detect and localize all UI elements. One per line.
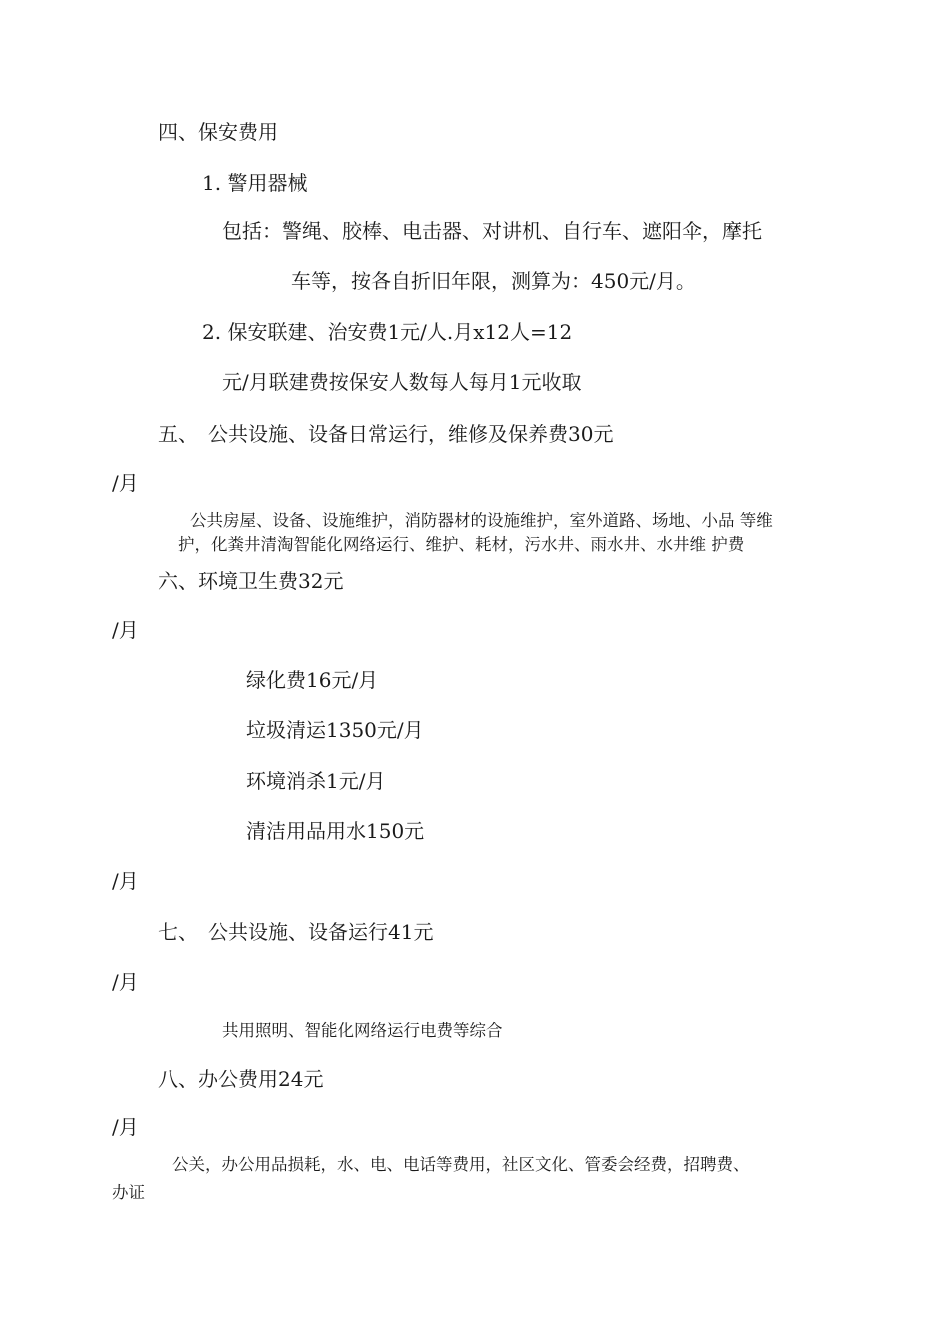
section-5-unit: /月 bbox=[112, 471, 139, 495]
section-6-item: 绿化费16元/月 bbox=[246, 668, 379, 692]
section-8-heading: 八、办公费用24元 bbox=[158, 1067, 324, 1091]
section-5-detail-line-2: 护，化粪井清淘智能化网络运行、维护、耗材，污水井、雨水井、水井维 护费 bbox=[178, 535, 745, 554]
section-6-unit-2: /月 bbox=[112, 869, 139, 893]
section-4-heading: 四、保安费用 bbox=[158, 120, 278, 144]
section-8-detail-line-1: 公关，办公用品损耗，水、电、电话等费用，社区文化、管委会经费，招聘费、 bbox=[172, 1155, 750, 1174]
section-7-detail: 共用照明、智能化网络运行电费等综合 bbox=[222, 1021, 503, 1040]
section-5-detail-line-1: 公共房屋、设备、设施维护，消防器材的设施维护，室外道路、场地、小品 等维 bbox=[190, 511, 773, 530]
section-4-item-1-text-line-1: 包括：警绳、胶棒、电击器、对讲机、自行车、遮阳伞，摩托 bbox=[222, 219, 762, 243]
section-8-detail-line-2: 办证 bbox=[112, 1183, 145, 1202]
section-6-unit: /月 bbox=[112, 618, 139, 642]
section-6-item: 垃圾清运1350元/月 bbox=[246, 718, 424, 742]
section-6-item: 清洁用品用水150元 bbox=[246, 819, 425, 843]
section-4-item-2-line-2: 元/月联建费按保安人数每人每月1元收取 bbox=[222, 370, 582, 394]
section-4-item-1-text-line-2: 车等，按各自折旧年限，测算为：450元/月。 bbox=[291, 269, 696, 293]
section-7-unit: /月 bbox=[112, 970, 139, 994]
section-6-heading: 六、环境卫生费32元 bbox=[158, 569, 344, 593]
section-6-item: 环境消杀1元/月 bbox=[246, 769, 386, 793]
section-4-item-2-line-1: 2. 保安联建、治安费1元/人.月x12人=12 bbox=[202, 320, 573, 344]
section-8-unit: /月 bbox=[112, 1115, 139, 1139]
section-4-item-1-title: 1. 警用器械 bbox=[202, 171, 308, 195]
section-7-heading: 七、 公共设施、设备运行41元 bbox=[158, 920, 434, 944]
section-5-heading: 五、 公共设施、设备日常运行，维修及保养费30元 bbox=[158, 422, 614, 446]
